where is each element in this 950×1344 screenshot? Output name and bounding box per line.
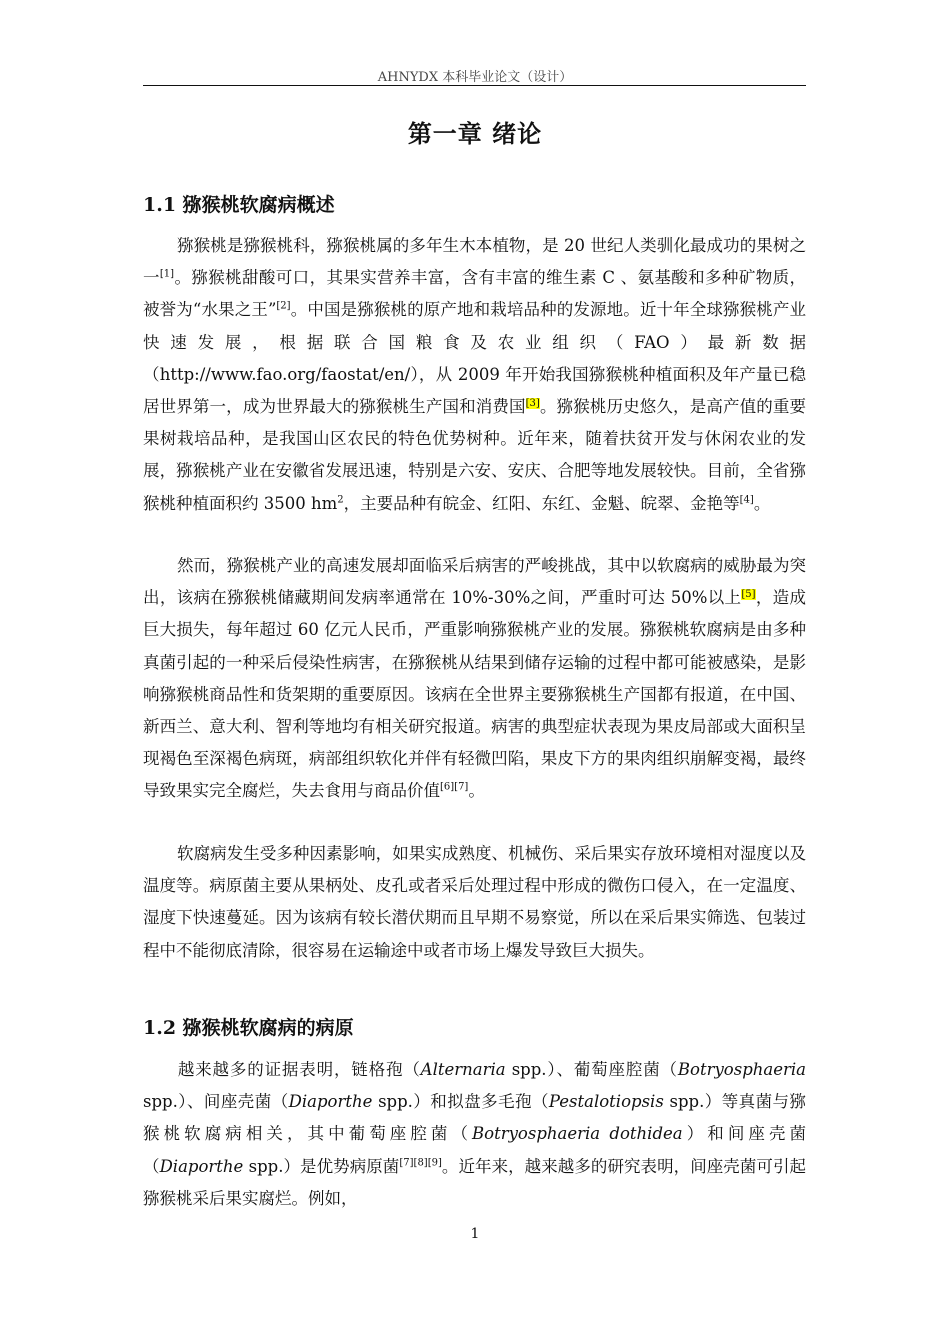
citation-3: [3]: [525, 397, 540, 409]
running-header: AHNYDX 本科毕业论文（设计）: [377, 70, 573, 85]
citation-2: [2]: [276, 300, 291, 312]
citation-6-7: [6][7]: [440, 781, 469, 793]
header-divider: [143, 85, 806, 86]
genus-diaporthe: Diaporthe: [288, 1092, 373, 1112]
paragraph-2: 然而，猕猴桃产业的高速发展却面临采后病害的严峻挑战，其中以软腐病的威胁最为突出，该病在猕猴桃储藏期间发病率通常在 10%-30%之间，严重时可达 50%以上[5]，造成巨大损失，每年超过 60 亿元人民币，严重影响猕猴桃产业的发展。猕猴桃软腐病是由多种真菌引起的一种采后侵染性病害，在猕猴桃从结果到储存运输的过程中都可能被感染，是影响猕猴桃商品性和货架期的重要原因。该病在全世界主要猕猴桃生产国都有报道，在中国、新西兰、意大利、智利等地均有相关研究报道。病害的典型症状表现为果皮局部或大面积呈现褐色至深褐色病斑，病部组织软化并伴有轻微凹陷，果皮下方的果肉组织崩解变褐，最终导致果实完全腐烂，失去食用与商品价值[6][7]。: [143, 556, 806, 801]
citation-1: [1]: [159, 268, 175, 280]
paragraph-3: 软腐病发生受多种因素影响，如果实成熟度、机械伤、采后果实存放环境相对湿度以及温度等。病原菌主要从果柄处、皮孔或者采后处理过程中形成的微伤口侵入，在一定温度、湿度下快速蔓延。因为该病有较长潜伏期而且早期不易察觉，所以在采后果实筛选、包装过程中不能彻底清除，很容易在运输途中或者市场上爆发导致巨大损失。: [143, 844, 806, 960]
citation-5: [5]: [741, 588, 756, 600]
citation-4: [4]: [739, 494, 754, 506]
chapter-title: 第一章 绪论: [407, 119, 543, 148]
section-heading-1-2: 1.2 猕猴桃软腐病的病原: [143, 1017, 354, 1039]
citation-7-8-9: [7][8][9]: [399, 1157, 442, 1169]
paragraph-4: 越来越多的证据表明，链格孢（Alternaria spp.）、葡萄座腔菌（Botryosphaeria spp.）、间座壳菌（Diaporthe spp.）和拟盘多毛孢（Pestalotiopsis spp.）等真菌与猕猴桃软腐病相关，其中葡萄座腔菌（Botryosphaeria dothidea）和间座壳菌（Diaporthe spp.）是优势病原菌[7][8][9]。近年来，越来越多的研究表明，间座壳菌可引起猕猴桃采后果实腐烂。例如，: [143, 1060, 807, 1208]
genus-botryosphaeria: Botryosphaeria: [677, 1060, 806, 1079]
superscript-squared: 2: [337, 494, 344, 506]
species-botryosphaeria-dothidea: Botryosphaeria dothidea: [472, 1124, 683, 1144]
paragraph-1: 猕猴桃是猕猴桃科，猕猴桃属的多年生木本植物，是 20 世纪人类驯化最成功的果树之一[1]。猕猴桃甜酸可口，其果实营养丰富，含有丰富的维生素 C 、氨基酸和多种矿物质，被誉为“水果之王”[2]。中国是猕猴桃的原产地和栽培品种的发源地。近十年全球猕猴桃产业快速发展，根据联合国粮食及农业组织（FAO）最新数据（http://www.fao.org/faostat/en/），从 2009 年开始我国猕猴桃种植面积及年产量已稳居世界第一，成为世界最大的猕猴桃生产国和消费国[3]。猕猴桃历史悠久，是高产值的重要果树栽培品种，是我国山区农民的特色优势树种。近年来，随着扶贫开发与休闲农业的发展，猕猴桃产业在安徽省发展迅速，特别是六安、安庆、合肥等地发展较快。目前，全省猕猴桃种植面积约 3500 $hm^2$，主要品种有皖金、红阳、东红、金魁、皖翠、金艳等[4]。: [143, 236, 807, 513]
genus-diaporthe-2: Diaporthe: [159, 1156, 244, 1176]
section-heading-1-1: 1.1 猕猴桃软腐病概述: [143, 194, 335, 216]
genus-pestalotiopsis: Pestalotiopsis: [548, 1092, 664, 1112]
genus-alternaria: Alternaria: [420, 1060, 506, 1079]
page-number: 1: [470, 1226, 480, 1242]
